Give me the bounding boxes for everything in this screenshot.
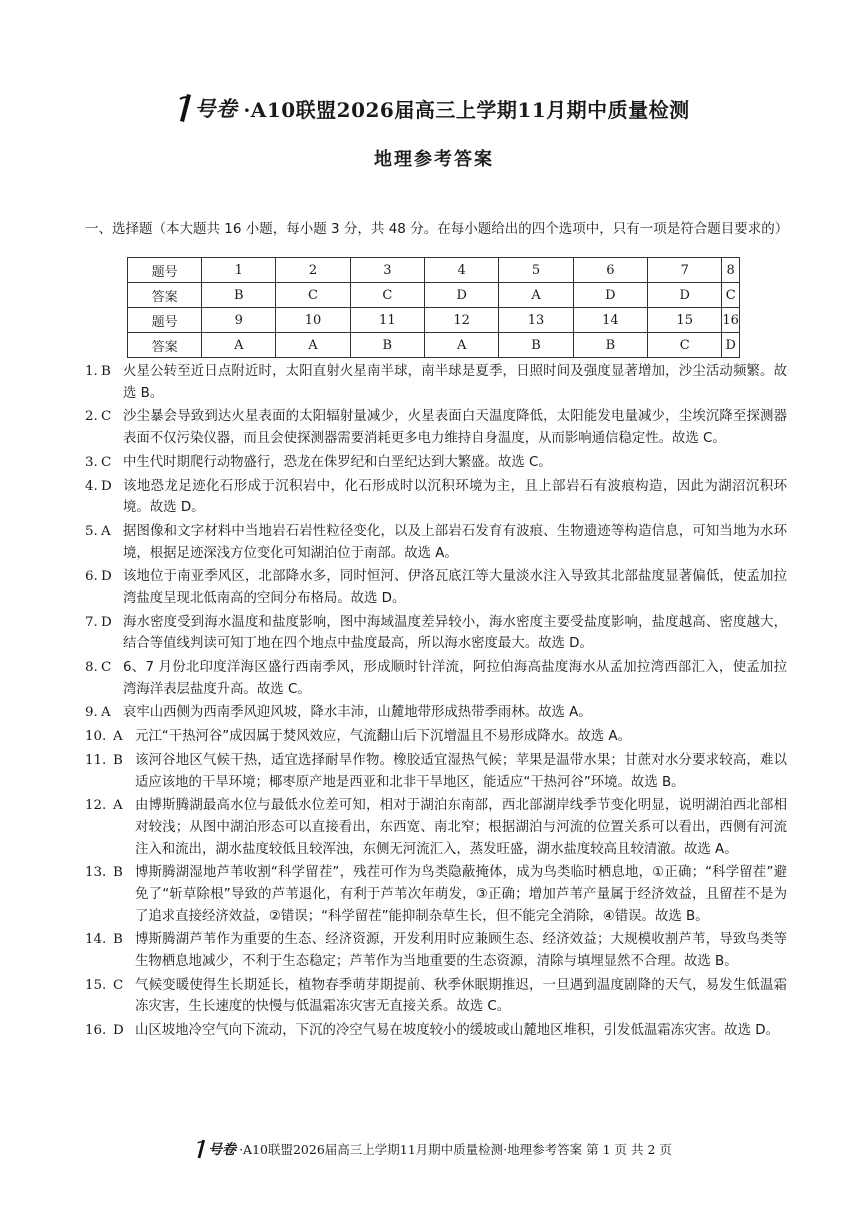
question-number: 2 [276, 258, 350, 283]
list-item [85, 361, 787, 404]
footer-text: ·A10联盟2026届高三上学期11月期中质量检测·地理参考答案 第 1 页 共 2 页 [239, 1142, 672, 1157]
answer-cell: C [648, 333, 722, 358]
item-answer: C [101, 454, 112, 470]
item-answer: C [101, 409, 112, 425]
answer-cell: B [499, 333, 573, 358]
question-number: 12 [425, 308, 499, 333]
list-item [85, 929, 787, 972]
item-answer: D [101, 478, 112, 494]
item-number: 4. [85, 478, 98, 494]
answer-cell: C [276, 283, 350, 308]
item-answer: C [101, 660, 112, 676]
item-explanation: 火星公转至近日点附近时，太阳直射火星南半球，南半球是夏季，日照时间及强度显著增加，沙尘活动频繁。故选 B。 [123, 364, 787, 401]
question-number: 6 [573, 258, 647, 283]
question-number: 4 [425, 258, 499, 283]
item-answer: D [101, 614, 112, 630]
item-explanation: 据图像和文字材料中当地岩石岩性粒径变化，以及上部岩石发育有波痕、生物遗迹等构造信息，可知当地为水环境，根据足迹深浅方位变化可知湖泊位于南部。故选 A。 [123, 523, 787, 561]
answer-cell: C [350, 283, 424, 308]
question-number: 10 [276, 308, 350, 333]
answer-cell: C [722, 283, 740, 308]
answer-cell: A [276, 333, 350, 358]
list-item [85, 795, 787, 860]
item-number: 15. [85, 977, 107, 993]
item-explanation: 该河谷地区气候干热，适宜选择耐旱作物。橡胶适宜湿热气候；苹果是温带水果；甘蔗对水分要求较高，难以适应该地的干旱环境；椰枣原产地是西亚和北非干旱地区，能适应“干热河谷”环境。故选 B。 [135, 752, 787, 790]
item-number: 1. [85, 364, 98, 379]
answer-cell: D [648, 283, 722, 308]
item-explanation: 该地恐龙足迹化石形成于沉积岩中，化石形成时以沉积环境为主，且上部岩石有波痕构造，因此为湖沼沉积环境。故选 D。 [123, 478, 787, 516]
question-number: 1 [202, 258, 276, 283]
row-label-answer: 答案 [128, 283, 202, 308]
list-item [85, 452, 787, 474]
question-number: 13 [499, 308, 573, 333]
answer-cell: B [350, 333, 424, 358]
item-number: 6. [85, 569, 98, 585]
list-item [85, 726, 787, 748]
row-label-question: 题号 [128, 308, 202, 333]
item-explanation: 气候变暖使得生长期延长，植物春季萌芽期提前、秋季休眠期推迟，一旦遇到温度剧降的天气，易发生低温霜冻灾害，生长速度的快慢与低温霜冻灾害无直接关系。故选 C。 [135, 977, 787, 1015]
item-number: 7. [85, 614, 98, 630]
item-number: 8. [85, 660, 98, 676]
item-explanation: 博斯腾湖芦苇作为重要的生态、经济资源，开发利用时应兼顾生态、经济效益；大规模收割芦苇，导致鸟类等生物栖息地减少，不利于生态稳定；芦苇作为当地重要的生态资源，清除与填埋显然不合理。故选 B。 [135, 932, 787, 969]
question-number: 7 [648, 258, 722, 283]
table-row-answer-2 [128, 333, 740, 358]
list-item [85, 1020, 787, 1042]
row-label-question: 题号 [128, 258, 202, 283]
question-number: 8 [722, 258, 740, 283]
footer-brand: 号卷 [208, 1142, 237, 1158]
answer-cell: A [425, 333, 499, 358]
list-item [85, 702, 787, 724]
answer-cell: D [425, 283, 499, 308]
question-number: 11 [350, 308, 424, 333]
item-explanation: 博斯腾湖湿地芦苇收割“科学留茬”，残茬可作为鸟类隐蔽掩体，成为鸟类临时栖息地，①正确；“科学留茬”避免了“斩草除根”导致的芦苇退化，有利于芦苇次年萌发，③正确；增加芦苇产量属于经济效益，且留茬不是为了追求直接经济效益，②错误；“科学留茬”能抑制杂草生长，但不能完全消除，④错误。故选 B。 [135, 865, 788, 924]
page-subtitle: 地理参考答案 [374, 149, 494, 170]
item-answer: C [113, 977, 124, 993]
brush-mark-icon [196, 1139, 206, 1159]
item-number: 13. [85, 865, 107, 881]
page-title [0, 93, 868, 123]
item-number: 14. [85, 932, 107, 948]
item-number: 5. [85, 523, 98, 539]
question-number: 9 [202, 308, 276, 333]
answer-cell: A [499, 283, 573, 308]
item-explanation: 该地位于南亚季风区，北部降水多，同时恒河、伊洛瓦底江等大量淡水注入导致其北部盐度显著偏低，使孟加拉湾盐度呈现北低南高的空间分布格局。故选 D。 [123, 569, 787, 606]
answer-cell: B [202, 283, 276, 308]
item-explanation: 元江“干热河谷”成因属于焚风效应，气流翻山后下沉增温且不易形成降水。故选 A。 [135, 729, 631, 745]
page-footer [0, 1139, 868, 1159]
list-item [85, 657, 787, 700]
list-item [85, 612, 787, 655]
answer-cell: B [573, 333, 647, 358]
table-row-question-2 [128, 308, 740, 333]
list-item [85, 476, 787, 519]
item-explanation: 沙尘暴会导致到达火星表面的太阳辐射量减少，火星表面白天温度降低，太阳能发电量减少，尘埃沉降至探测器表面不仅污染仪器，而且会使探测器需要消耗更多电力维持自身温度，从而影响通信稳定性。故选 C。 [123, 409, 787, 446]
exam-title: ·A10联盟2026届高三上学期11月期中质量检测 [243, 97, 690, 122]
item-answer: B [113, 865, 123, 881]
list-item [85, 521, 787, 564]
question-number: 5 [499, 258, 573, 283]
item-explanation: 由博斯腾湖最高水位与最低水位差可知，相对于湖泊东南部，西北部湖岸线季节变化明显，说明湖泊西北部相对较浅；从图中湖泊形态可以直接看出，东西宽、南北窄；根据湖泊与河流的位置关系可以看出，西侧有河流注入和流出，湖水盐度较低且较浑浊，东侧无河流汇入，蒸发旺盛，湖水盐度较高且较清澈。故选 A。 [135, 798, 787, 857]
item-number: 3. [85, 454, 98, 470]
list-item [85, 862, 787, 927]
section-heading: 一、选择题（本大题共 16 小题，每小题 3 分，共 48 分。在每小题给出的四个选项中，只有一项是符合题目要求的） [85, 221, 789, 237]
answer-cell: D [722, 333, 740, 358]
item-explanation: 中生代时期爬行动物盛行，恐龙在侏罗纪和白垩纪达到大繁盛。故选 C。 [123, 454, 552, 470]
list-item [85, 406, 787, 449]
question-number: 16 [722, 308, 740, 333]
answer-table [127, 257, 740, 358]
item-answer: D [101, 569, 112, 585]
question-number: 15 [648, 308, 722, 333]
answer-cell: A [202, 333, 276, 358]
row-label-answer: 答案 [128, 333, 202, 358]
list-item [85, 975, 787, 1018]
item-number: 12. [85, 798, 107, 814]
item-explanation: 哀牢山西侧为西南季风迎风坡，降水丰沛，山麓地带形成热带季雨林。故选 A。 [123, 705, 592, 721]
item-answer: A [113, 798, 123, 814]
answer-cell: D [573, 283, 647, 308]
item-explanation: 海水密度受到海水温度和盐度影响，图中海域温度差异较小，海水密度主要受盐度影响，盐度越高、密度越大，结合等值线判读可知丁地在四个地点中盐度最高，所以海水密度最大。故选 D。 [123, 614, 787, 652]
list-item [85, 566, 787, 609]
item-number: 16. [85, 1023, 107, 1039]
item-number: 2. [85, 409, 98, 425]
brand-name: 号卷 [194, 96, 238, 121]
item-number: 10. [85, 729, 107, 745]
item-answer: D [113, 1023, 124, 1039]
item-answer: A [101, 705, 111, 721]
item-answer: B [113, 752, 123, 768]
item-answer: B [113, 932, 123, 948]
item-explanation: 6、7 月份北印度洋海区盛行西南季风，形成顺时针洋流，阿拉伯海高盐度海水从孟加拉湾西部汇入，使孟加拉湾海洋表层盐度升高。故选 C。 [123, 660, 787, 697]
table-row-answer-1 [128, 283, 740, 308]
question-number: 3 [350, 258, 424, 283]
item-number: 11. [85, 752, 107, 768]
explanation-list [85, 361, 787, 1044]
brush-mark-icon [178, 93, 192, 123]
item-answer: B [101, 364, 111, 379]
item-answer: A [113, 729, 123, 745]
item-answer: A [101, 523, 111, 539]
item-number: 9. [85, 705, 98, 721]
list-item [85, 750, 787, 793]
table-row-question-1 [128, 258, 740, 283]
question-number: 14 [573, 308, 647, 333]
item-explanation: 山区坡地冷空气向下流动，下沉的冷空气易在坡度较小的缓坡或山麓地区堆积，引发低温霜冻灾害。故选 D。 [135, 1023, 779, 1039]
brand-logo [178, 93, 237, 123]
